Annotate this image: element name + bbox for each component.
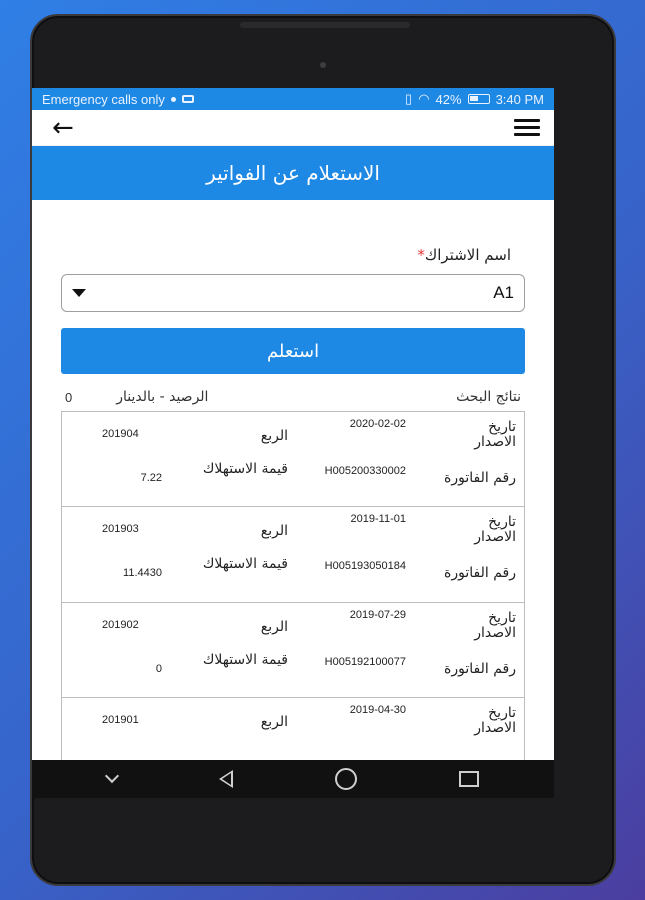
- invoice-list[interactable]: [61, 411, 525, 795]
- dropdown-caret-icon[interactable]: [72, 289, 86, 297]
- issue-date-value: 2020-02-02: [349, 417, 406, 430]
- battery-icon: [468, 94, 490, 104]
- issue-date-value: 2019-07-29: [349, 608, 406, 621]
- quarter-value: 201904: [102, 427, 139, 440]
- nav-back-icon[interactable]: [219, 770, 233, 788]
- consumption-value: 7.22: [140, 471, 162, 484]
- quarter-value: 201901: [102, 714, 139, 726]
- subscription-label-text: اسم الاشتراك: [424, 246, 511, 264]
- quarter-label: الربع: [260, 618, 288, 635]
- clock: 3:40 PM: [495, 91, 544, 107]
- hamburger-menu-icon[interactable]: [514, 119, 540, 136]
- invoice-number-value: H005200330002: [324, 464, 406, 477]
- invoice-card[interactable]: [61, 411, 525, 508]
- quarter-value: 201902: [102, 618, 139, 631]
- quarter-label: الربع: [260, 427, 288, 444]
- nav-home-icon[interactable]: [335, 768, 357, 790]
- arrow-left-icon[interactable]: ←: [52, 112, 74, 143]
- battery-percent: 42%: [435, 91, 462, 107]
- balance: [65, 389, 208, 405]
- invoice-number-label: رقم الفاتورة: [444, 469, 516, 486]
- subscription-select[interactable]: [61, 274, 525, 312]
- subscription-select-value: A1: [493, 283, 514, 302]
- nav-recents-icon[interactable]: [459, 771, 479, 787]
- results-header: [61, 386, 525, 408]
- query-button[interactable]: استعلم: [61, 328, 525, 374]
- status-bar: [32, 88, 554, 110]
- quarter-label: الربع: [260, 714, 288, 730]
- notification-app-icon: [182, 95, 194, 103]
- consumption-value: 0: [155, 662, 162, 675]
- required-mark: *: [417, 246, 425, 264]
- quarter-value: 201903: [102, 523, 139, 535]
- invoice-number-value: H005192100077: [324, 655, 406, 668]
- issue-date-label: تاريخ الاصدار: [474, 609, 516, 641]
- consumption-label: قيمة الاستهلاك: [202, 460, 288, 477]
- invoice-card[interactable]: [61, 506, 525, 603]
- speaker-grille: [240, 22, 410, 28]
- issue-date-label: تاريخ الاصدار: [474, 705, 516, 736]
- consumption-value: 11.4430: [123, 567, 162, 579]
- consumption-label: قيمة الاستهلاك: [202, 651, 288, 668]
- quarter-label: الربع: [260, 523, 288, 539]
- issue-date-label: تاريخ الاصدار: [474, 418, 516, 450]
- front-camera: [320, 62, 326, 68]
- invoice-number-value: H005193050184: [324, 560, 406, 572]
- issue-date-value: 2019-04-30: [349, 704, 406, 716]
- page-title: الاستعلام عن الفواتير: [32, 146, 554, 200]
- app-bar: [32, 110, 554, 146]
- issue-date-value: 2019-11-01: [350, 513, 406, 525]
- vibrate-icon: ▯: [405, 91, 413, 106]
- wifi-icon: ◠: [418, 91, 430, 106]
- subscription-label: [61, 246, 525, 264]
- invoice-number-label: رقم الفاتورة: [444, 565, 516, 581]
- invoice-card[interactable]: [61, 602, 525, 699]
- balance-value: 0: [65, 389, 73, 405]
- app-screen: [32, 88, 554, 795]
- balance-label: الرصيد - بالدينار: [116, 389, 209, 405]
- invoice-number-label: رقم الفاتورة: [444, 660, 516, 677]
- issue-date-label: تاريخ الاصدار: [474, 514, 516, 545]
- main-content: [32, 246, 554, 794]
- consumption-label: قيمة الاستهلاك: [202, 556, 288, 572]
- notification-dot-icon: [171, 97, 176, 102]
- system-nav-bar: [32, 760, 554, 798]
- results-title: نتائج البحث: [456, 389, 521, 405]
- hide-keyboard-chevron-icon[interactable]: [105, 769, 119, 783]
- carrier-text: Emergency calls only: [42, 91, 165, 107]
